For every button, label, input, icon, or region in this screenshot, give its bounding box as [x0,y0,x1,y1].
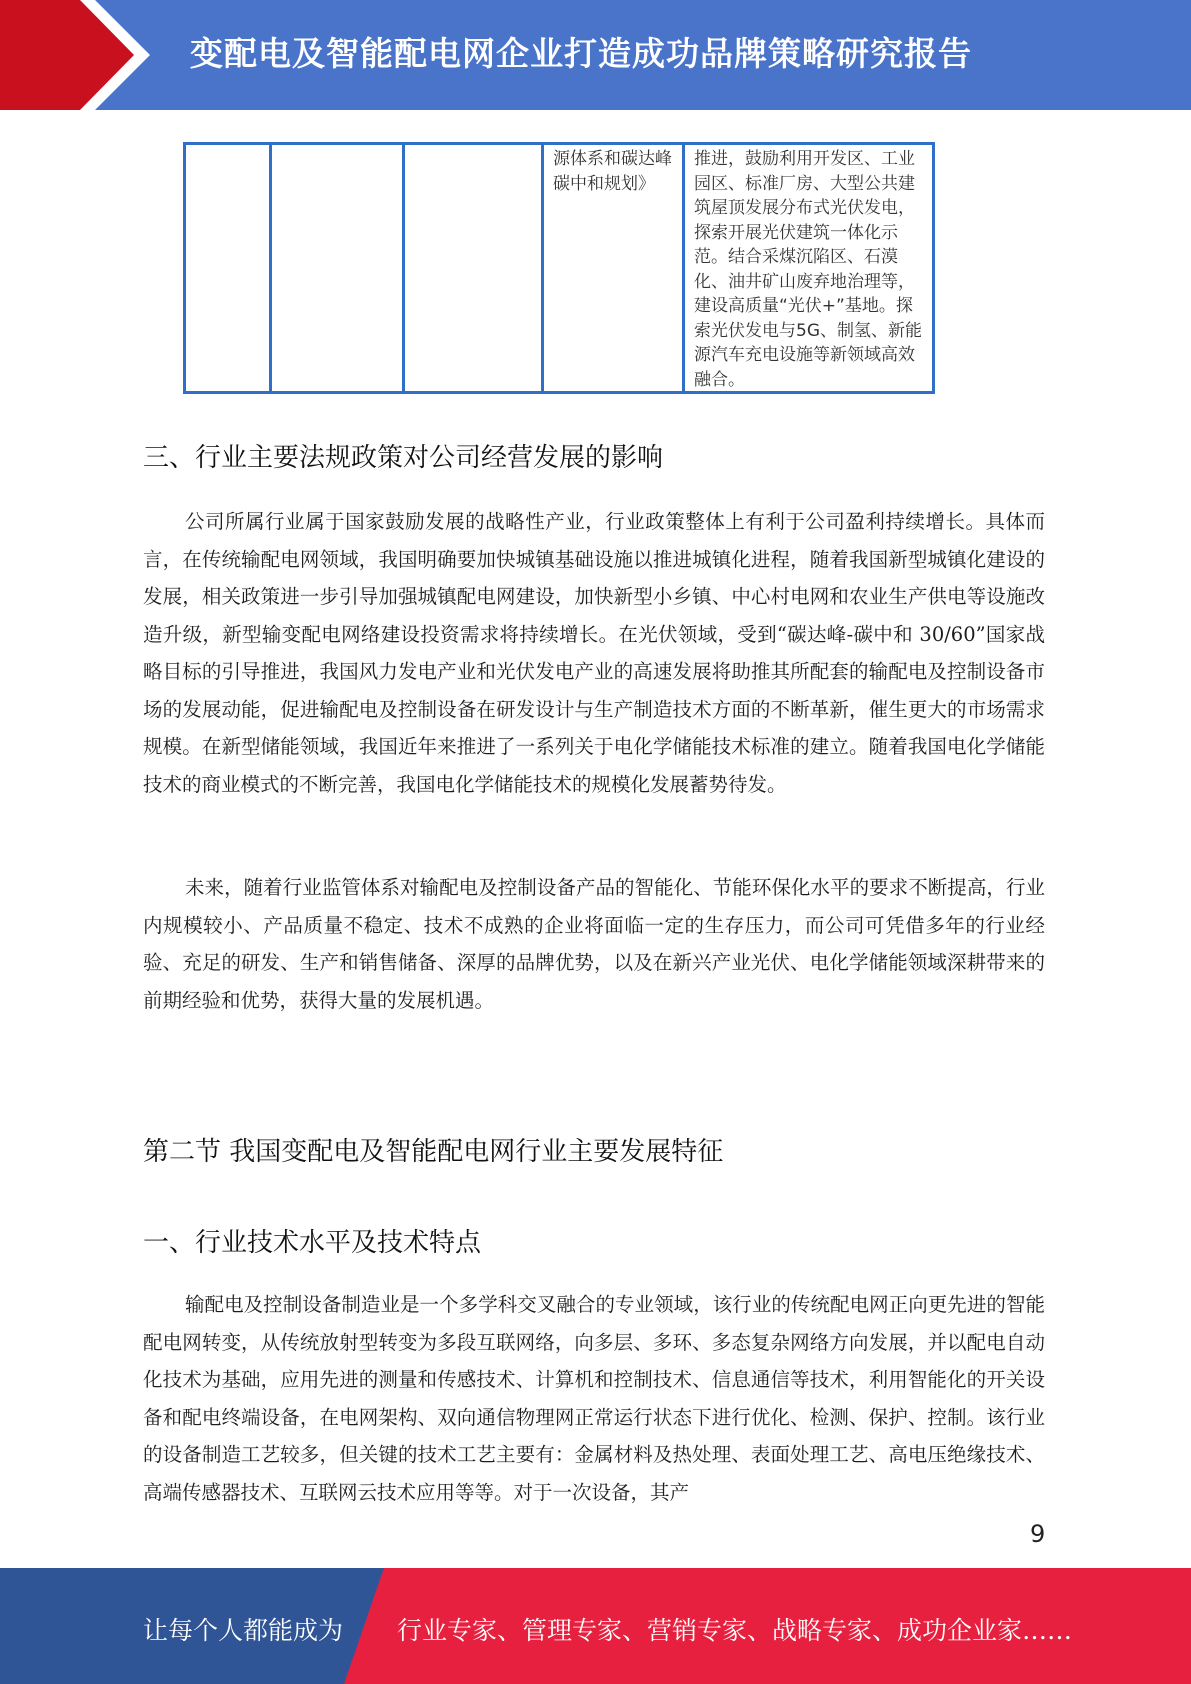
paragraph-future-outlook: 未来，随着行业监管体系对输配电及控制设备产品的智能化、节能环保化水平的要求不断提高，行业内规模较小、产品质量不稳定、技术不成熟的企业将面临一定的生存压力，而公司可凭借多年的行业经验、充足的研发、生产和销售储备、深厚的品牌优势，以及在新兴产业光伏、电化学储能领域深耕带来的前期经验和优势，获得大量的发展机遇。 [143,876,1045,1012]
footer-slogan: 行业专家、管理专家、营销专家、战略专家、成功企业家…… [397,1616,1073,1645]
paragraph-technology: 输配电及控制设备制造业是一个多学科交叉融合的专业领域，该行业的传统配电网正向更先进的智能配电网转变，从传统放射型转变为多段互联网络，向多层、多环、多态复杂网络方向发展，并以配电自动化技术为基础，应用先进的测量和传感技术、计算机和控制技术、信息通信等技术，利用智能化的开关设备和配电终端设备，在电网架构、双向通信物理网正常运行状态下进行优化、检测、保护、控制。该行业的设备制造工艺较多，但关键的技术工艺主要有：金属材料及热处理、表面处理工艺、高电压绝缘技术、高端传感器技术、互联网云技术应用等等。对于一次设备，其产 [143,1293,1045,1504]
section-title: 第二节 我国变配电及智能配电网行业主要发展特征 [143,1137,724,1167]
page-number: 9 [1030,1520,1046,1548]
heading-regulation-impact: 三、行业主要法规政策对公司经营发展的影响 [143,443,664,473]
paragraph-policy-impact: 公司所属行业属于国家鼓励发展的战略性产业，行业政策整体上有利于公司盈利持续增长。具体而言，在传统输配电网领域，我国明确要加快城镇基础设施以推进城镇化进程，随着我国新型城镇化建设的发展，相关政策进一步引导加强城镇配电网建设，加快新型小乡镇、中心村电网和农业生产供电等设施改造升级，新型输变配电网络建设投资需求将持续增长。在光伏领域，受到“碳达峰-碳中和 30/60”国家战略目标的引导推进，我国风力发电产业和光伏发电产业的高速发展将助推其所配套的输配电及控制设备市场的发展动能，促进输配电及控制设备在研发设计与生产制造技术方面的不断革新，催生更大的市场需求规模。在新型储能领域，我国近年来推进了一系列关于电化学储能技术标准的建立。随着我国电化学储能技术的商业模式的不断完善，我国电化学储能技术的规模化发展蓄势待发。 [143,510,1045,796]
table-cell [405,145,544,391]
table-cell [272,145,405,391]
footer-slogan-lead: 让每个人都能成为 [143,1616,344,1645]
report-title: 变配电及智能配电网企业打造成功品牌策略研究报告 [190,34,972,73]
table-cell-policy-name: 源体系和碳达峰碳中和规划》 [544,145,685,391]
table-cell [186,145,272,391]
heading-technology-level: 一、行业技术水平及技术特点 [143,1228,482,1258]
policy-table-fragment [183,142,935,394]
table-cell-policy-content: 推进，鼓励利用开发区、工业园区、标准厂房、大型公共建筑屋顶发展分布式光伏发电，探索开展光伏建筑一体化示范。结合采煤沉陷区、石漠化、油井矿山废弃地治理等，建设高质量“光伏+”基地。探索光伏发电与5G、制氢、新能源汽车充电设施等新领域高效融合。 [694,149,922,390]
